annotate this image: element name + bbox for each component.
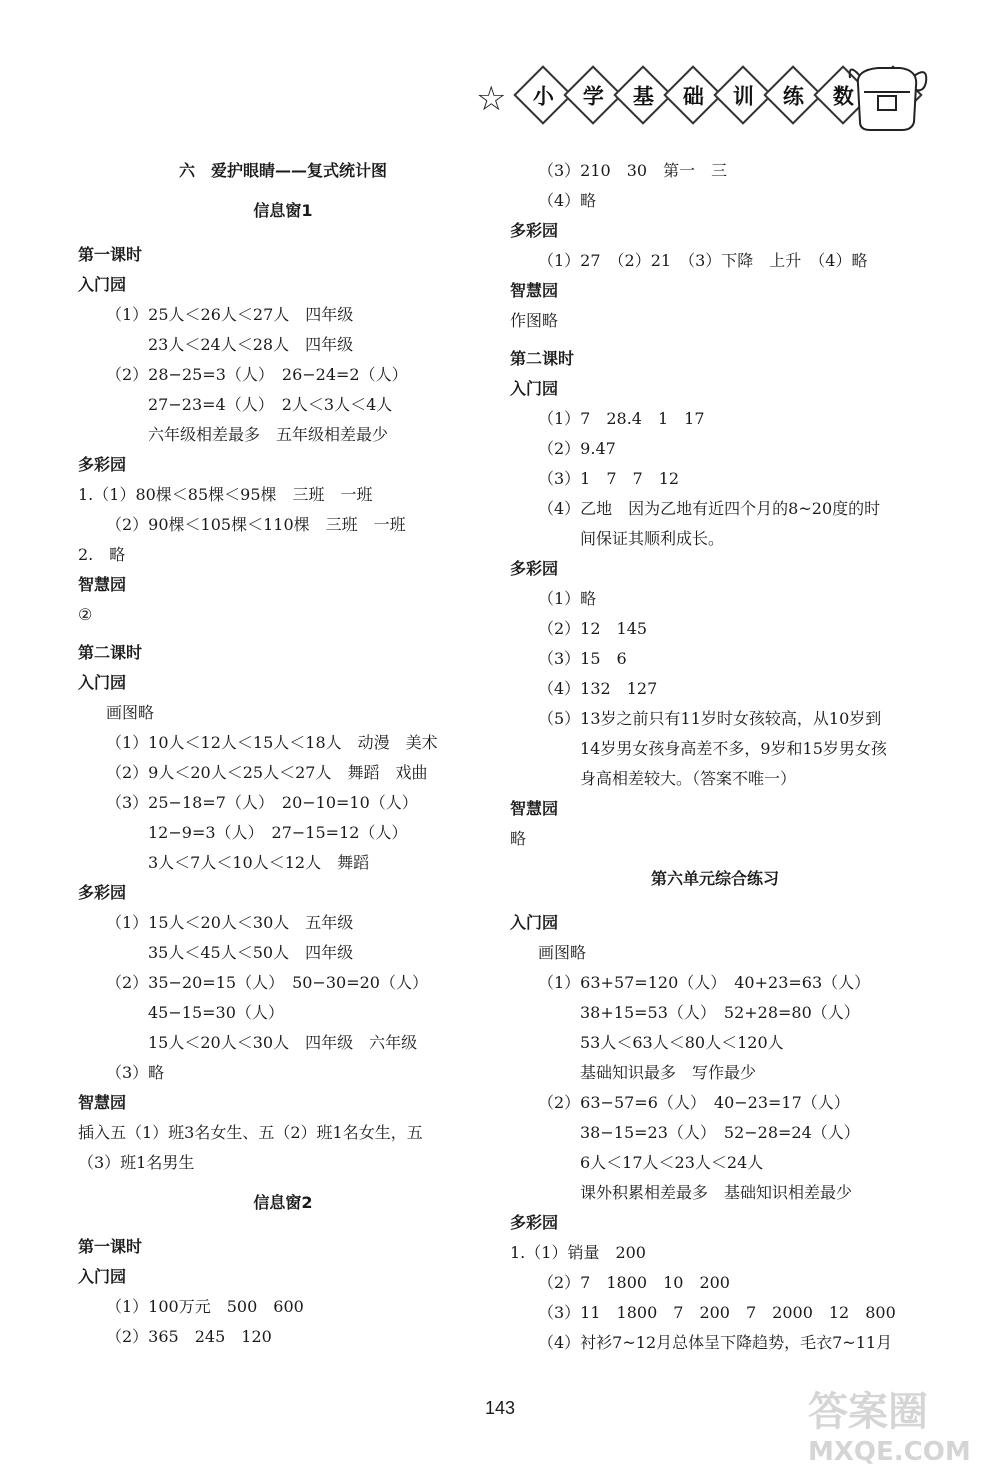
title-char: 训 <box>732 84 754 108</box>
answer-line: 53人＜63人＜80人＜120人 <box>580 1033 784 1052</box>
watermark-url: MXQE.COM <box>808 1437 971 1467</box>
answer-line: （2）63−57=6（人） 40−23=17（人） <box>538 1093 850 1112</box>
answer-line: （1）7 28.4 1 17 <box>538 409 705 428</box>
lesson-heading: 第二课时 <box>510 349 575 368</box>
subsection-heading: 多彩园 <box>78 455 127 474</box>
answer-line: （5）13岁之前只有11岁时女孩较高，从10岁到 <box>538 709 882 728</box>
answer-line: （3）25−18=7（人） 20−10=10（人） <box>106 793 418 812</box>
title-char: 练 <box>782 84 804 108</box>
subsection-heading: 智慧园 <box>510 281 559 300</box>
lesson-heading: 第一课时 <box>78 245 143 264</box>
answer-line: 38+15=53（人） 52+28=80（人） <box>580 1003 860 1022</box>
subsection-heading: 智慧园 <box>78 575 127 594</box>
answer-line: 作图略 <box>510 311 559 330</box>
answer-line: （2）9人＜20人＜25人＜27人 舞蹈 戏曲 <box>106 763 428 782</box>
schoolbag-icon <box>848 56 928 136</box>
section-title-info2: 信息窗2 <box>253 1193 313 1212</box>
answer-line: （1）10人＜12人＜15人＜18人 动漫 美术 <box>106 733 438 752</box>
answer-line: （4）略 <box>538 191 597 210</box>
answer-line: 2. 略 <box>78 545 126 564</box>
answer-line: 23人＜24人＜28人 四年级 <box>148 335 354 354</box>
answer-line: 1.（1）80棵＜85棵＜95棵 三班 一班 <box>78 485 373 504</box>
answer-line: 35人＜45人＜50人 四年级 <box>148 943 354 962</box>
page-number: 143 <box>484 1398 516 1418</box>
answer-line: 画图略 <box>106 703 155 722</box>
title-char: 小 <box>532 84 554 108</box>
answer-line: （2）7 1800 10 200 <box>538 1273 730 1292</box>
answer-list <box>78 1232 488 1352</box>
answer-list <box>510 908 920 1358</box>
answer-line: 1.（1）销量 200 <box>510 1243 646 1262</box>
section-title-info1: 信息窗1 <box>253 201 313 220</box>
right-column <box>510 156 920 1358</box>
subsection-heading: 多彩园 <box>510 1213 559 1232</box>
answer-line: （4）衬衫7~12月总体呈下降趋势，毛衣7~11月 <box>538 1333 893 1352</box>
answer-line: 插入五（1）班3名女生、五（2）班1名女生，五 <box>78 1123 423 1142</box>
subsection-heading: 入门园 <box>78 275 127 294</box>
answer-line: （1）略 <box>538 589 597 608</box>
subsection-heading: 第一课时 <box>78 1237 143 1256</box>
lesson-heading: 第二课时 <box>78 643 143 662</box>
answer-line: 间保证其顺利成长。 <box>580 529 725 548</box>
answer-line: 略 <box>510 829 527 848</box>
answer-line: 画图略 <box>538 943 587 962</box>
section-title-unit: 第六单元综合练习 <box>650 869 779 888</box>
left-column <box>78 156 488 1352</box>
answer-line: ② <box>78 605 93 624</box>
answer-line: （2）12 145 <box>538 619 648 638</box>
answer-line: 3人＜7人＜10人＜12人 舞蹈 <box>148 853 370 872</box>
subsection-heading: 入门园 <box>78 1267 127 1286</box>
answer-line: 12−9=3（人） 27−15=12（人） <box>148 823 408 842</box>
answer-line: 六年级相差最多 五年级相差最少 <box>148 425 389 444</box>
answer-list <box>78 240 488 1178</box>
answer-line: 课外积累相差最多 基础知识相差最少 <box>580 1183 853 1202</box>
chapter-title: 六 爱护眼睛——复式统计图 <box>178 161 387 180</box>
answer-line: （3）11 1800 7 200 7 2000 12 800 <box>538 1303 896 1322</box>
subsection-heading: 智慧园 <box>510 799 559 818</box>
answer-line: （1）25人＜26人＜27人 四年级 <box>106 305 354 324</box>
star-icon: ☆ <box>476 79 507 119</box>
answer-line: 身高相差较大。（答案不唯一） <box>580 769 797 788</box>
title-char: 学 <box>582 84 604 108</box>
answer-line: 38−15=23（人） 52−28=24（人） <box>580 1123 860 1142</box>
answer-line: 27−23=4（人） 2人＜3人＜4人 <box>148 395 393 414</box>
answer-line: （1）63+57=120（人） 40+23=63（人） <box>538 973 871 992</box>
answer-line: （2）28−25=3（人） 26−24=2（人） <box>106 365 408 384</box>
answer-line: （4）132 127 <box>538 679 658 698</box>
answer-line: （2）90棵＜105棵＜110棵 三班 一班 <box>106 515 406 534</box>
answer-line: （1）27 （2）21 （3）下降 上升 （4）略 <box>538 251 868 270</box>
title-char: 基 <box>632 84 654 108</box>
answer-line: （3）15 6 <box>538 649 627 668</box>
answer-line: （4）乙地 因为乙地有近四个月的8~20度的时 <box>538 499 881 518</box>
answer-line: 基础知识最多 写作最少 <box>580 1063 757 1082</box>
subsection-heading: 入门园 <box>510 379 559 398</box>
title-char: 础 <box>682 84 704 108</box>
answer-line: 14岁男女孩身高差不多，9岁和15岁男女孩 <box>580 739 887 758</box>
subsection-heading: 入门园 <box>510 913 559 932</box>
answer-line: （2）9.47 <box>538 439 616 458</box>
answer-line: （3）1 7 7 12 <box>538 469 680 488</box>
subsection-heading: 多彩园 <box>78 883 127 902</box>
answer-line: （3）略 <box>106 1063 165 1082</box>
subsection-heading: 多彩园 <box>510 221 559 240</box>
answer-line: （3）班1名男生 <box>78 1153 195 1172</box>
answer-list <box>510 156 920 854</box>
answer-line: 45−15=30（人） <box>148 1003 284 1022</box>
subsection-heading: 入门园 <box>78 673 127 692</box>
answer-line: （3）210 30 第一 三 <box>538 161 728 180</box>
answer-line: （2）35−20=15（人） 50−30=20（人） <box>106 973 428 992</box>
answer-line: （1）15人＜20人＜30人 五年级 <box>106 913 354 932</box>
watermark-text: 答案圈 <box>808 1389 928 1435</box>
answer-line: 6人＜17人＜23人＜24人 <box>580 1153 764 1172</box>
watermark-logo <box>808 1380 988 1470</box>
answer-line: 15人＜20人＜30人 四年级 六年级 <box>148 1033 418 1052</box>
subsection-heading: 多彩园 <box>510 559 559 578</box>
subsection-heading: 智慧园 <box>78 1093 127 1112</box>
title-char: 数 <box>832 84 854 108</box>
book-header <box>470 52 940 142</box>
answer-line: （2）365 245 120 <box>106 1327 272 1346</box>
answer-line: （1）100万元 500 600 <box>106 1297 304 1316</box>
